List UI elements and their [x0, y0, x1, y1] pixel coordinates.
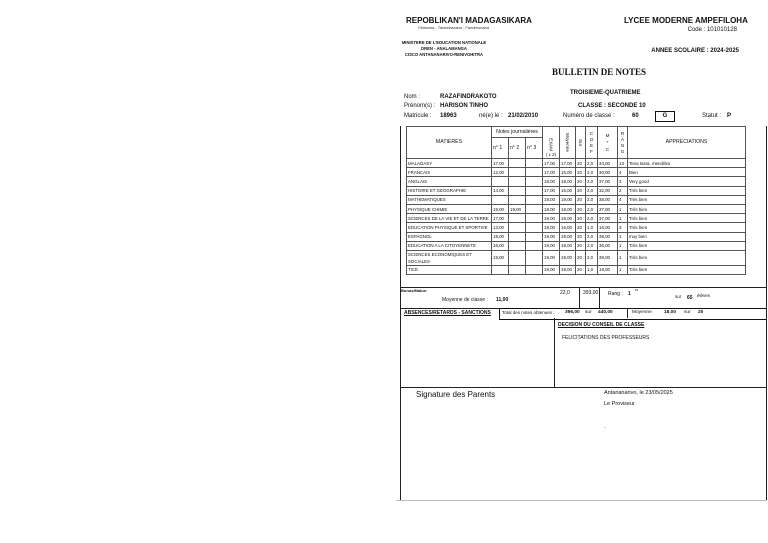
cell-rang: 3 [618, 177, 628, 186]
cell-sur: 20 [576, 241, 586, 250]
coef-letter: O [589, 136, 594, 142]
divider [400, 387, 767, 388]
birth-value: 21/02/2010 [508, 113, 539, 119]
prenom-value: HARISON TINHO [440, 103, 488, 109]
cell-app: Très bien [628, 214, 746, 223]
col-mc [598, 127, 618, 159]
col-sur [576, 127, 586, 159]
rang-letter: R [620, 130, 625, 136]
cell-m: HISTOIRE ET GEOGRAPHIE [407, 186, 492, 195]
cell-exam: 19,00 [543, 232, 560, 241]
sur-label: Sur [578, 138, 583, 147]
cell-sur: 20 [576, 177, 586, 186]
moyenne-label: Moyenne [632, 310, 652, 315]
total-value: 396,00 [565, 310, 580, 315]
numero-label: Numéro de classe : [563, 113, 615, 119]
cell-moy: 15,00 [560, 168, 576, 177]
col-moyenne [560, 127, 576, 159]
cell-coef: 2,0 [586, 186, 598, 195]
cell-exam: 18,00 [543, 177, 560, 186]
total-label: Total des notes obtenues : [502, 310, 555, 315]
cell-sur: 20 [576, 168, 586, 177]
ministry-line-1: MINISTERE DE L'EDUCATION NATIONALE [401, 40, 487, 45]
decision-text: FELICITATIONS DES PROFESSEURS [562, 335, 650, 341]
cell-app: Bien [628, 168, 746, 177]
ministry-line-2: DREN - ANALAMANGA [421, 46, 467, 51]
total-sur: sur [585, 310, 592, 315]
cell-n3 [526, 159, 543, 168]
cell-app: Très bien [628, 250, 746, 265]
cell-n2 [509, 159, 526, 168]
divider [579, 287, 580, 309]
cell-exam: 18,00 [543, 223, 560, 232]
cell-mc: 37,00 [598, 177, 618, 186]
cell-n1 [492, 195, 509, 204]
cell-sur: 20 [576, 195, 586, 204]
cell-n2 [509, 195, 526, 204]
cell-moy: 16,00 [560, 223, 576, 232]
moyenne-value: 18,00 [664, 310, 677, 315]
grades-table [406, 126, 746, 275]
numero-value: 60 [632, 113, 639, 119]
mc-letter: * [606, 140, 609, 145]
bonus-label: Bonus/Malus: [401, 288, 428, 293]
ministry-line-3: CISCO ANTANANARIVO-RENIVOHITRA [404, 52, 484, 57]
table-row [407, 232, 746, 241]
place-date: Antananarivo, le 23/05/2025 [604, 390, 673, 396]
cell-exam: 19,00 [543, 250, 560, 265]
cell-n2 [509, 168, 526, 177]
rang-value: 1 [628, 291, 631, 297]
cell-moy: 18,00 [560, 214, 576, 223]
mc-letter: C [605, 147, 610, 152]
cell-rang: 4 [618, 195, 628, 204]
cell-coef: 2,0 [586, 232, 598, 241]
total-max: 440,00 [598, 310, 613, 315]
cell-rang: 13 [618, 159, 628, 168]
cell-coef: 2,0 [586, 241, 598, 250]
col-rang [618, 127, 628, 159]
cell-m: FRANCAIS [407, 168, 492, 177]
cell-mc: 38,00 [598, 195, 618, 204]
absences-heading: ABSENCES/RETARDS - SANCTIONS [404, 310, 491, 316]
cell-app: Très bien [628, 241, 746, 250]
cell-n2 [509, 241, 526, 250]
cell-moy: 19,00 [560, 232, 576, 241]
cell-n2 [509, 232, 526, 241]
cell-mc: 19,00 [598, 265, 618, 274]
cell-n2 [509, 177, 526, 186]
cell-n3 [526, 232, 543, 241]
table-row [407, 186, 746, 195]
cell-coef: 2,0 [586, 195, 598, 204]
table-row [407, 195, 746, 204]
cell-n1: 14,00 [492, 186, 509, 195]
school-name: LYCEE MODERNE AMPEFILOHA [624, 16, 748, 25]
divider [599, 287, 600, 309]
coef-letter: E [589, 142, 594, 148]
cell-exam: 19,00 [543, 265, 560, 274]
cell-rang: 2 [618, 186, 628, 195]
rang-letter: A [620, 136, 625, 142]
table-row [407, 214, 746, 223]
cell-moy: 18,00 [560, 177, 576, 186]
table-row [407, 159, 746, 168]
cell-n1: 19,00 [492, 250, 509, 265]
report-card-page [396, 10, 767, 500]
moy-classe-label: Moyenne de classe : [442, 297, 488, 303]
cell-rang: 3 [618, 223, 628, 232]
cell-sur: 20 [576, 214, 586, 223]
cell-sur: 20 [576, 250, 586, 265]
cell-coef: 2,0 [586, 214, 598, 223]
cell-app: Très bien [628, 186, 746, 195]
exam-label: EXAM [548, 137, 554, 151]
col-appreciations: APPRECIATIONS [628, 127, 746, 159]
cell-n1 [492, 265, 509, 274]
cell-app: Très bien [628, 195, 746, 204]
cell-mc: 38,00 [598, 250, 618, 265]
cell-m: SCIENCES DE LA VIE ET DE LA TERRE [407, 214, 492, 223]
classe-value: CLASSE : SECONDE 10 [578, 103, 646, 109]
coef-total: 22,0 [560, 290, 570, 296]
cell-mc: 30,00 [598, 168, 618, 177]
cell-n2 [509, 265, 526, 274]
col-coef [586, 127, 598, 159]
cell-exam: 19,00 [543, 241, 560, 250]
cell-coef: 2,0 [586, 204, 598, 213]
parents-signature-label: Signature des Parents [416, 390, 496, 399]
col-exam [543, 127, 560, 159]
cell-exam: 17,00 [543, 168, 560, 177]
cell-mc: 16,00 [598, 223, 618, 232]
cell-rang: 1 [618, 232, 628, 241]
eleves-label: élèves [697, 293, 711, 298]
cell-n1: 17,00 [492, 214, 509, 223]
cell-exam: 17,00 [543, 159, 560, 168]
cell-moy: 16,00 [560, 186, 576, 195]
cell-sur: 20 [576, 186, 586, 195]
cell-mc: 32,00 [598, 186, 618, 195]
points-total: 393,00 [583, 290, 599, 296]
mc-letter: M [605, 133, 610, 138]
rang-letter: N [620, 142, 625, 148]
proviseur-label: Le Proviseur [604, 401, 635, 407]
table-row [407, 177, 746, 186]
cell-n1: 19,00 [492, 204, 509, 213]
rang-sur: sur [675, 294, 682, 299]
moyenne-max: 20 [698, 310, 704, 315]
cell-m: EDUCATION A LA CITOYENNETE [407, 241, 492, 250]
rang-label: Rang : [608, 291, 623, 297]
cell-m: MALAGASY [407, 159, 492, 168]
cell-sur: 20 [576, 159, 586, 168]
cell-n3 [526, 214, 543, 223]
moyenne-sur: sur [684, 310, 691, 315]
cell-n3 [526, 168, 543, 177]
cell-n3 [526, 195, 543, 204]
cell-app: Tena tsara, mendrika [628, 159, 746, 168]
cell-rang: 1 [618, 214, 628, 223]
cell-coef: 2,0 [586, 177, 598, 186]
signature-dot: . [604, 424, 606, 430]
nom-label: Nom : [404, 94, 421, 100]
cell-rang: 1 [618, 241, 628, 250]
cell-rang: 1 [618, 265, 628, 274]
cell-m: ESPAGNOL [407, 232, 492, 241]
cell-m: PHYSIQUE CHIMIE [407, 204, 492, 213]
cell-coef: 2,0 [586, 159, 598, 168]
table-row [407, 265, 746, 274]
cell-app: muy bien [628, 232, 746, 241]
cell-app: Très bien [628, 223, 746, 232]
cell-n3 [526, 265, 543, 274]
divider [627, 308, 628, 318]
matricule-value: 18963 [440, 113, 457, 119]
republic-motto: Fitiavana - Tanindrazana - Fandrosoana [418, 25, 490, 30]
matricule-label: Matricule : [404, 113, 432, 119]
cell-mc: 38,00 [598, 232, 618, 241]
cell-n1: 19,00 [492, 232, 509, 241]
cell-moy: 19,00 [560, 195, 576, 204]
cell-mc: 34,00 [598, 159, 618, 168]
page-edge [396, 500, 767, 501]
rang-sup: er [635, 288, 639, 292]
divider [400, 287, 767, 288]
table-row [407, 204, 746, 213]
col-notes-journalieres: Notes journalières [492, 127, 543, 138]
rang-letter: G [620, 148, 625, 154]
col-n2: n° 2 [509, 138, 526, 159]
nom-value: RAZAFINDRAKOTO [440, 94, 497, 100]
cell-mc: 37,00 [598, 214, 618, 223]
cell-n3 [526, 186, 543, 195]
frame-left [400, 126, 401, 500]
cell-n2 [509, 250, 526, 265]
cell-moy: 18,00 [560, 204, 576, 213]
moyenne-label: Moyenne [565, 133, 570, 152]
table-row [407, 223, 746, 232]
cell-n3 [526, 204, 543, 213]
prenom-label: Prénom(s) : [404, 103, 436, 109]
cell-m: TICE [407, 265, 492, 274]
cell-n2 [509, 223, 526, 232]
cell-coef: 1,0 [586, 223, 598, 232]
table-row [407, 250, 746, 265]
coef-letter: C [589, 130, 594, 136]
cell-mc: 37,00 [598, 204, 618, 213]
cell-m: EDUCATION PHYSIQUE ET SPORTIVE [407, 223, 492, 232]
col-matieres: MATIERES [407, 127, 492, 159]
col-n3: n° 3 [526, 138, 543, 159]
cell-n3 [526, 223, 543, 232]
cell-m: SCIENCES ECONOMIQUES ET SOCIALES [407, 250, 492, 265]
cell-moy: 17,00 [560, 159, 576, 168]
cell-coef: 2,0 [586, 168, 598, 177]
cell-moy: 19,00 [560, 250, 576, 265]
cell-sur: 20 [576, 265, 586, 274]
frame-right [766, 126, 767, 500]
cell-n3 [526, 241, 543, 250]
cell-coef: 1,0 [586, 265, 598, 274]
decision-title: DECISION DU CONSEIL DE CLASSE [558, 322, 645, 328]
cell-n3 [526, 250, 543, 265]
moy-classe-value: 11,00 [496, 297, 509, 303]
group-box: G [655, 111, 675, 122]
cell-exam: 18,00 [543, 204, 560, 213]
cell-n3 [526, 177, 543, 186]
cell-exam: 17,00 [543, 186, 560, 195]
x2-label: ( x 2) [545, 152, 556, 157]
cell-n1: 12,00 [492, 168, 509, 177]
col-n1: n° 1 [492, 138, 509, 159]
statut-label: Statut : [702, 113, 722, 119]
cell-n1: 17,00 [492, 159, 509, 168]
cell-app: Very good [628, 177, 746, 186]
cell-sur: 20 [576, 204, 586, 213]
cell-n1 [492, 177, 509, 186]
school-code: Code : 101010128 [687, 27, 737, 33]
cell-moy: 19,00 [560, 265, 576, 274]
cell-sur: 20 [576, 232, 586, 241]
cell-exam: 19,00 [543, 214, 560, 223]
document-title: BULLETIN DE NOTES [552, 67, 647, 77]
table-row [407, 241, 746, 250]
statut-value: P [727, 113, 732, 119]
cell-coef: 2,0 [586, 250, 598, 265]
period-label: TROISIEME-QUATRIEME [570, 90, 641, 96]
table-row [407, 168, 746, 177]
cell-n2 [509, 186, 526, 195]
cell-rang: 4 [618, 168, 628, 177]
cell-rang: 1 [618, 204, 628, 213]
republic-title: REPOBLIKAN'I MADAGASIKARA [406, 16, 532, 25]
cell-moy: 18,00 [560, 241, 576, 250]
cell-mc: 36,00 [598, 241, 618, 250]
eleves-count: 65 [687, 295, 693, 301]
cell-n1: 16,00 [492, 241, 509, 250]
cell-m: MATHEMATIQUES [407, 195, 492, 204]
cell-n2 [509, 214, 526, 223]
cell-exam: 19,00 [543, 195, 560, 204]
cell-app: Très bien [628, 204, 746, 213]
divider [554, 318, 555, 387]
cell-n2: 19,00 [509, 204, 526, 213]
cell-n1: 13,00 [492, 223, 509, 232]
cell-m: ANGLAIS [407, 177, 492, 186]
cell-rang: 1 [618, 250, 628, 265]
cell-sur: 20 [576, 223, 586, 232]
coef-letter: F [590, 148, 593, 154]
school-year: ANNEE SCOLAIRE : 2024-2025 [651, 48, 739, 54]
birth-label: né(e) le : [479, 113, 503, 119]
cell-app: Très bien [628, 265, 746, 274]
